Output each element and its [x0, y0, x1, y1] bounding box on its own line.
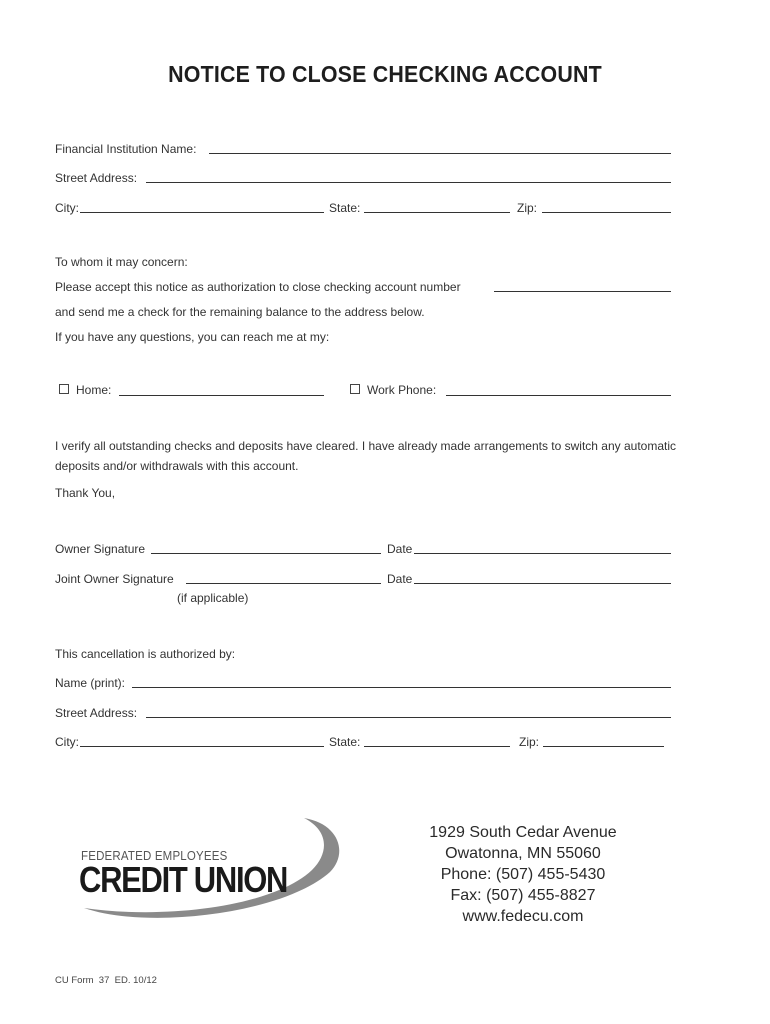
home-checkbox[interactable] [59, 384, 69, 394]
auth-zip-label: Zip: [519, 735, 540, 749]
home-phone-field[interactable] [119, 395, 324, 396]
verify-text-line2: deposits and/or withdrawals with this account. [55, 459, 299, 473]
address-street: 1929 South Cedar Avenue [429, 824, 617, 841]
institution-name-label: Financial Institution Name: [55, 142, 197, 156]
owner-date-label: Date [387, 542, 413, 556]
auth-state-label: State: [329, 735, 361, 749]
owner-signature-label: Owner Signature [55, 542, 146, 556]
auth-street-label: Street Address: [55, 706, 138, 720]
authorized-by-heading: This cancellation is authorized by: [55, 647, 236, 661]
address-website[interactable]: www.fedecu.com [462, 908, 584, 925]
account-number-field[interactable] [494, 291, 671, 292]
institution-state-label: State: [329, 201, 361, 215]
form-id-footer: CU Form 37 ED. 10/12 [55, 975, 157, 986]
institution-zip-field[interactable] [542, 212, 671, 213]
address-city: Owatonna, MN 55060 [445, 845, 601, 862]
work-phone-field[interactable] [446, 395, 671, 396]
joint-signature-field[interactable] [186, 583, 381, 584]
logo-main-text: CREDIT UNION [79, 859, 288, 900]
work-phone-checkbox[interactable] [350, 384, 360, 394]
auth-city-field[interactable] [80, 746, 324, 747]
joint-date-label: Date [387, 572, 413, 586]
institution-city-field[interactable] [80, 212, 324, 213]
owner-signature-field[interactable] [151, 553, 381, 554]
auth-street-field[interactable] [146, 717, 671, 718]
joint-date-field[interactable] [414, 583, 671, 584]
send-check-text: and send me a check for the remaining balance to the address below. [55, 305, 425, 319]
institution-street-field[interactable] [146, 182, 671, 183]
home-label: Home: [76, 383, 112, 397]
address-phone: Phone: (507) 455-5430 [440, 866, 606, 883]
auth-state-field[interactable] [364, 746, 510, 747]
institution-name-field[interactable] [209, 153, 671, 154]
auth-city-label: City: [55, 735, 79, 749]
questions-text: If you have any questions, you can reach me at my: [55, 330, 330, 344]
auth-name-field[interactable] [132, 687, 671, 688]
institution-street-label: Street Address: [55, 171, 138, 185]
institution-state-field[interactable] [364, 212, 510, 213]
joint-signature-label: Joint Owner Signature [55, 572, 174, 586]
verify-text-line1: I verify all outstanding checks and deposits have cleared. I have already made arrangements to switch any automatic [55, 439, 677, 453]
logo-top-text: FEDERATED EMPLOYEES [81, 849, 228, 863]
institution-zip-label: Zip: [517, 201, 538, 215]
owner-date-field[interactable] [414, 553, 671, 554]
page-title: NOTICE TO CLOSE CHECKING ACCOUNT [168, 61, 602, 87]
institution-city-label: City: [55, 201, 79, 215]
greeting-text: To whom it may concern: [55, 255, 188, 269]
authorization-text: Please accept this notice as authorization to close checking account number [55, 280, 461, 294]
credit-union-logo [78, 814, 344, 926]
address-fax: Fax: (507) 455-8827 [450, 887, 596, 904]
if-applicable-note: (if applicable) [177, 591, 249, 605]
thank-you-text: Thank You, [55, 486, 116, 500]
auth-zip-field[interactable] [543, 746, 664, 747]
work-phone-label: Work Phone: [367, 383, 437, 397]
auth-name-label: Name (print): [55, 676, 126, 690]
